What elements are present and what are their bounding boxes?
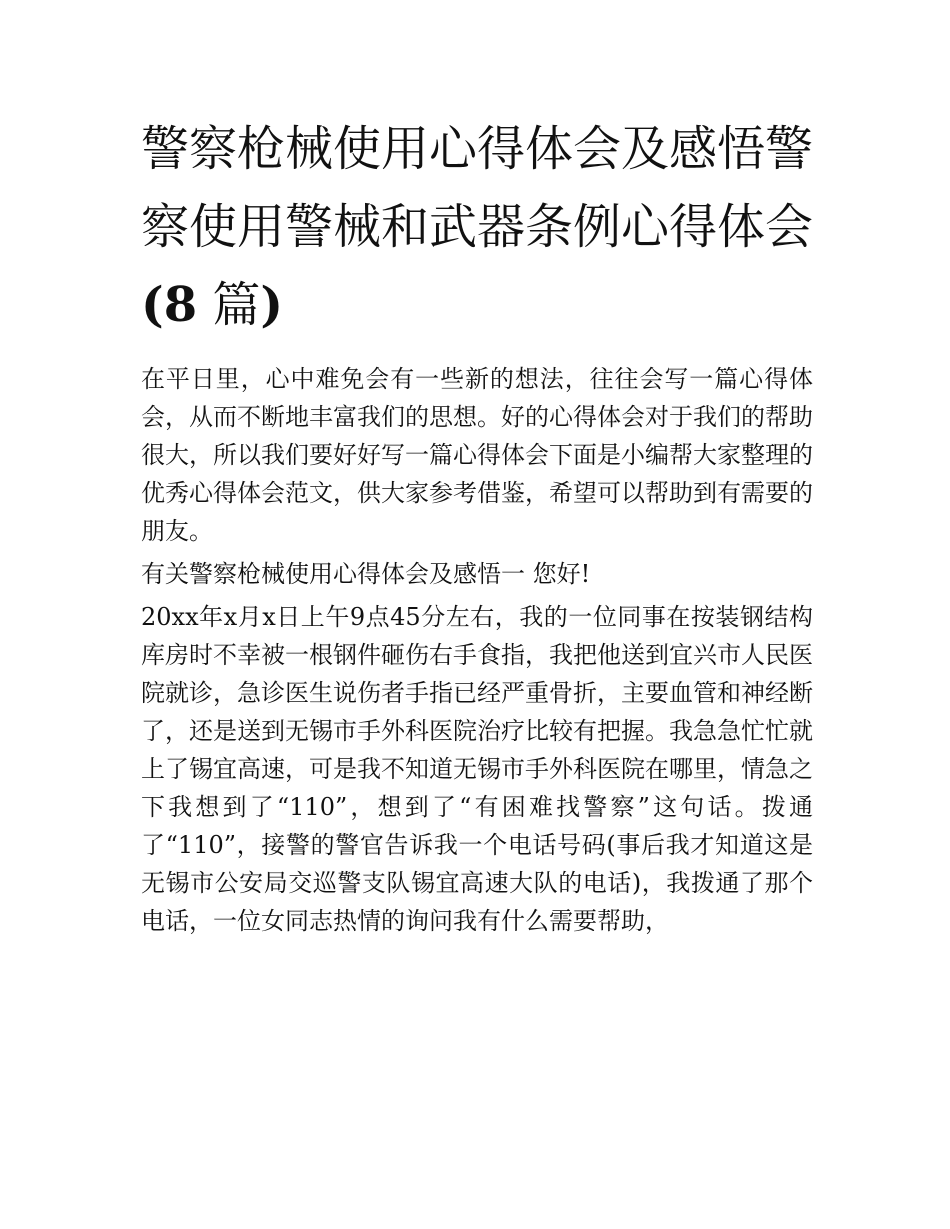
body-paragraph: 20xx年x月x日上午9点45分左右，我的一位同事在按装钢结构库房时不幸被一根钢件砸伤右手食指，我把他送到宜兴市人民医院就诊，急诊医生说伤者手指已经严重骨折，主要血管和神经断了，还是送到无锡市手外科医院治疗比较有把握。我急急忙忙就上了锡宜高速，可是我不知道无锡市手外科医院在哪里，情急之下我想到了“110”，想到了“有困难找警察”这句话。拨通了“110”，接警的警官告诉我一个电话号码(事后我才知道这是无锡市公安局交巡警支队锡宜高速大队的电话)，我拨通了那个电话，一位女同志热情的询问我有什么需要帮助， <box>141 603 813 935</box>
title-count-unit: 篇 <box>212 277 261 333</box>
intro-paragraph: 在平日里，心中难免会有一些新的想法，往往会写一篇心得体会，从而不断地丰富我们的思想。好的心得体会对于我们的帮助很大，所以我们要好好写一篇心得体会下面是小编帮大家整理的优秀心得体会范文，供大家参考借鉴，希望可以帮助到有需要的朋友。 <box>141 365 813 545</box>
section-heading: 有关警察枪械使用心得体会及感悟一 您好! <box>141 560 591 588</box>
title-count-close: ) <box>260 277 284 333</box>
title-count-number: (8 <box>141 277 198 333</box>
document-title <box>141 110 813 344</box>
document-content <box>141 110 813 940</box>
title-text: 警察枪械使用心得体会及感悟警察使用警械和武器条例心得体会 <box>141 121 814 255</box>
